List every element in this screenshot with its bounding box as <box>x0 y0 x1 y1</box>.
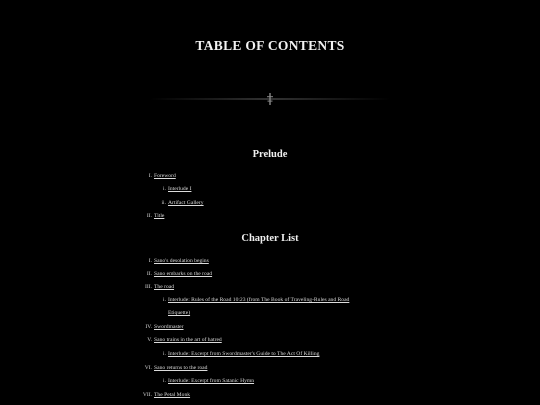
chapter-item-6 <box>140 365 207 372</box>
chapter-3-interlude-cont <box>168 310 190 317</box>
item-number: i. <box>163 378 166 384</box>
toc-link-rules-of-the-road-cont[interactable]: Etiquette) <box>168 310 191 316</box>
chapter-item-2 <box>140 271 212 278</box>
toc-link-chapter-2[interactable]: Sano embarks on the road <box>154 271 213 277</box>
chapter-item-3 <box>140 284 174 291</box>
prelude-item-foreword <box>140 173 176 180</box>
toc-link-title[interactable]: Title <box>154 213 165 219</box>
prelude-item-interlude-1 <box>158 186 191 193</box>
chapter-5-interlude <box>158 351 319 358</box>
item-number: VI. <box>144 365 152 371</box>
item-number: I. <box>148 173 152 179</box>
chapter-item-5 <box>140 337 222 344</box>
item-number: i. <box>163 297 166 303</box>
chapter-3-interlude <box>158 297 408 304</box>
prelude-item-title <box>140 213 164 220</box>
ornament-divider <box>150 93 390 105</box>
item-number: II. <box>146 271 152 277</box>
chapter-item-1 <box>140 258 209 265</box>
toc-link-chapter-6[interactable]: Sano returns to the road <box>154 365 208 371</box>
toc-link-chapter-5[interactable]: Sano trains in the art of hatred <box>154 337 222 343</box>
item-number: I. <box>148 258 152 264</box>
page-title: TABLE OF CONTENTS <box>195 38 345 53</box>
item-number: IV. <box>145 324 152 330</box>
prelude-heading: Prelude <box>252 149 288 160</box>
prelude-item-artifact-gallery <box>158 200 204 207</box>
item-number: i. <box>163 351 166 357</box>
toc-link-interlude-1[interactable]: Interlude I <box>168 186 192 192</box>
item-number: VII. <box>142 392 152 398</box>
item-number: III. <box>145 284 152 290</box>
toc-link-chapter-3[interactable]: The road <box>154 284 175 290</box>
toc-link-satanic-hymn[interactable]: Interlude: Excerpt from Satanic Hymn <box>168 378 255 384</box>
chapter-6-interlude <box>158 378 254 385</box>
toc-link-artifact-gallery[interactable]: Artifact Gallery <box>168 200 204 206</box>
chapter-item-7 <box>138 392 190 399</box>
toc-link-foreword[interactable]: Foreword <box>154 173 176 179</box>
chapter-list-heading: Chapter List <box>241 233 299 244</box>
toc-link-rules-of-the-road[interactable]: Interlude: Rules of the Road 10:23 (from The Book of Traveling-Rules and Road <box>168 297 350 303</box>
item-number: ii. <box>161 200 166 206</box>
toc-link-swordmaster-guide[interactable]: Interlude: Excerpt from Swordmaster's Guide to The Act Of Killing <box>168 351 320 357</box>
toc-link-chapter-1[interactable]: Sano's desolation begins <box>154 258 209 264</box>
item-number: II. <box>146 213 152 219</box>
toc-link-chapter-4[interactable]: Swordmaster <box>154 324 184 330</box>
item-number: V. <box>147 337 152 343</box>
item-number: i. <box>163 186 166 192</box>
toc-link-chapter-7[interactable]: The Petal Monk <box>154 392 191 398</box>
chapter-item-4 <box>140 324 184 331</box>
